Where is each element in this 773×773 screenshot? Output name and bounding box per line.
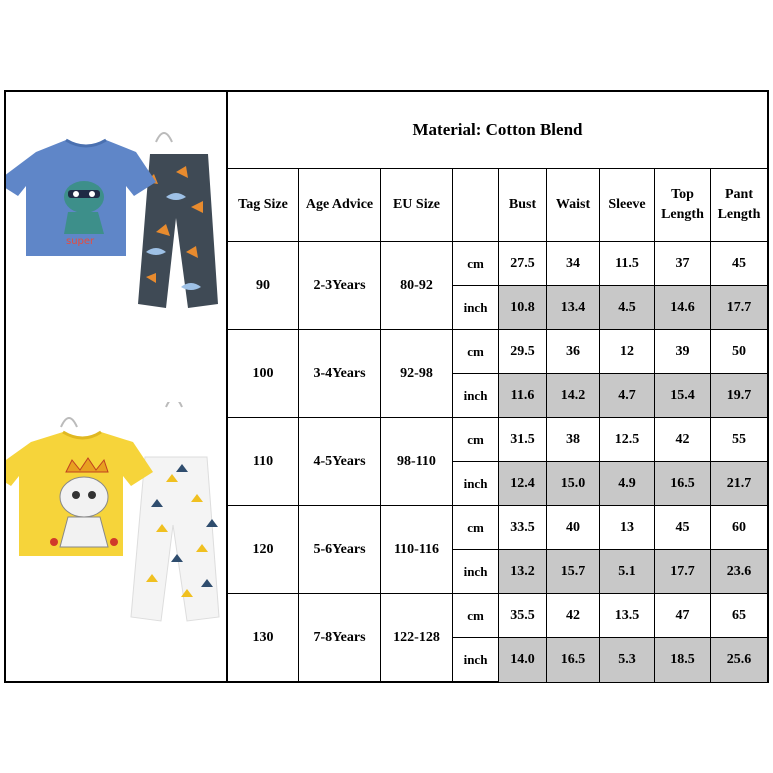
bust-cm: 31.5 [499, 418, 547, 462]
unit-inch-label: inch [453, 638, 499, 682]
waist-inch: 14.2 [547, 374, 600, 418]
pant-length-cm: 45 [711, 242, 767, 286]
age-advice-cell: 5-6Years [299, 506, 381, 594]
header-tag-size: Tag Size [228, 169, 299, 242]
header-sleeve: Sleeve [600, 169, 655, 242]
header-unit [453, 169, 499, 242]
unit-inch-label: inch [453, 462, 499, 506]
waist-inch: 13.4 [547, 286, 600, 330]
unit-inch-label: inch [453, 374, 499, 418]
bust-cm: 33.5 [499, 506, 547, 550]
header-pant-length: Pant Length [711, 169, 767, 242]
bust-inch: 10.8 [499, 286, 547, 330]
header-bust: Bust [499, 169, 547, 242]
sleeve-inch: 5.3 [600, 638, 655, 682]
waist-cm: 38 [547, 418, 600, 462]
waist-cm: 40 [547, 506, 600, 550]
top-length-cm: 47 [655, 594, 711, 638]
waist-inch: 15.0 [547, 462, 600, 506]
header-eu-size: EU Size [381, 169, 453, 242]
pant-length-cm: 50 [711, 330, 767, 374]
age-advice-cell: 7-8Years [299, 594, 381, 682]
tag-size-cell: 110 [228, 418, 299, 506]
pant-length-inch: 19.7 [711, 374, 767, 418]
unit-cm-label: cm [453, 330, 499, 374]
pant-length-cm: 55 [711, 418, 767, 462]
waist-inch: 15.7 [547, 550, 600, 594]
product-photos [6, 92, 228, 681]
header-top-length: Top Length [655, 169, 711, 242]
pant-length-cm: 65 [711, 594, 767, 638]
waist-inch: 16.5 [547, 638, 600, 682]
sleeve-inch: 4.5 [600, 286, 655, 330]
tag-size-cell: 100 [228, 330, 299, 418]
tag-size-cell: 130 [228, 594, 299, 682]
age-advice-cell: 2-3Years [299, 242, 381, 330]
material-title: Material: Cotton Blend [228, 92, 767, 169]
pant-length-inch: 25.6 [711, 638, 767, 682]
tag-size-cell: 90 [228, 242, 299, 330]
eu-size-cell: 92-98 [381, 330, 453, 418]
waist-cm: 36 [547, 330, 600, 374]
sleeve-cm: 13.5 [600, 594, 655, 638]
blue-dino-pajama-photo [6, 112, 226, 332]
pant-length-inch: 23.6 [711, 550, 767, 594]
sleeve-inch: 5.1 [600, 550, 655, 594]
svg-text:super: super [66, 236, 95, 247]
bust-cm: 27.5 [499, 242, 547, 286]
sleeve-cm: 12 [600, 330, 655, 374]
bust-inch: 12.4 [499, 462, 547, 506]
top-length-inch: 18.5 [655, 638, 711, 682]
tag-size-cell: 120 [228, 506, 299, 594]
size-table [228, 92, 767, 681]
header-waist: Waist [547, 169, 600, 242]
age-advice-cell: 3-4Years [299, 330, 381, 418]
pant-length-cm: 60 [711, 506, 767, 550]
sleeve-cm: 12.5 [600, 418, 655, 462]
sleeve-cm: 11.5 [600, 242, 655, 286]
bust-inch: 11.6 [499, 374, 547, 418]
unit-cm-label: cm [453, 506, 499, 550]
bust-cm: 35.5 [499, 594, 547, 638]
eu-size-cell: 80-92 [381, 242, 453, 330]
top-length-cm: 39 [655, 330, 711, 374]
top-length-inch: 14.6 [655, 286, 711, 330]
eu-size-cell: 98-110 [381, 418, 453, 506]
pant-length-inch: 17.7 [711, 286, 767, 330]
header-age-advice: Age Advice [299, 169, 381, 242]
unit-cm-label: cm [453, 418, 499, 462]
sleeve-inch: 4.7 [600, 374, 655, 418]
unit-inch-label: inch [453, 550, 499, 594]
top-length-cm: 42 [655, 418, 711, 462]
unit-cm-label: cm [453, 242, 499, 286]
sleeve-cm: 13 [600, 506, 655, 550]
top-length-inch: 17.7 [655, 550, 711, 594]
waist-cm: 42 [547, 594, 600, 638]
top-length-cm: 45 [655, 506, 711, 550]
pant-length-inch: 21.7 [711, 462, 767, 506]
unit-cm-label: cm [453, 594, 499, 638]
unit-inch-label: inch [453, 286, 499, 330]
eu-size-cell: 122-128 [381, 594, 453, 682]
top-length-inch: 16.5 [655, 462, 711, 506]
top-length-inch: 15.4 [655, 374, 711, 418]
bust-cm: 29.5 [499, 330, 547, 374]
sleeve-inch: 4.9 [600, 462, 655, 506]
bust-inch: 14.0 [499, 638, 547, 682]
eu-size-cell: 110-116 [381, 506, 453, 594]
top-length-cm: 37 [655, 242, 711, 286]
waist-cm: 34 [547, 242, 600, 286]
bust-inch: 13.2 [499, 550, 547, 594]
size-chart-frame [4, 90, 769, 683]
age-advice-cell: 4-5Years [299, 418, 381, 506]
yellow-cat-pajama-photo [6, 402, 226, 632]
